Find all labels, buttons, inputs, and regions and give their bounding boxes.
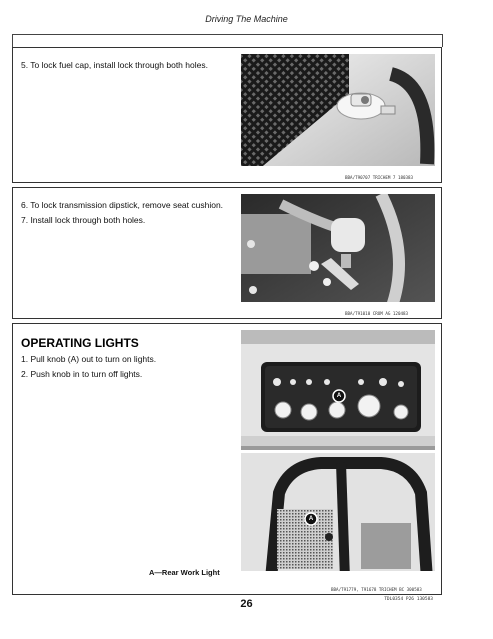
running-header: Driving The Machine (205, 14, 288, 24)
figure-code: BBA/T90707 TRICHEM 7 180383 (345, 175, 414, 180)
figure-code: BBA/T91010 CROM AG 120483 (345, 311, 409, 316)
step-2: 2. Push knob in to turn off lights. (21, 369, 143, 379)
header-rule (12, 34, 443, 35)
rear-work-light-photo (241, 453, 435, 579)
section-fuel-cap (12, 47, 442, 183)
section-dipstick (12, 187, 442, 319)
frame-left-edge (12, 34, 13, 47)
step-1: 1. Pull knob (A) out to turn on lights. (21, 354, 157, 364)
section-operating-lights (12, 323, 442, 595)
step-7: 7. Install lock through both holes. (21, 215, 146, 225)
step-5: 5. To lock fuel cap, install lock through both holes. (21, 60, 208, 70)
fuel-cap-photo (241, 54, 435, 173)
step-6: 6. To lock transmission dipstick, remove seat cushion. (21, 200, 224, 210)
section-heading: OPERATING LIGHTS (21, 336, 139, 350)
document-code: TDL0354 P26 130583 (384, 597, 433, 602)
instrument-panel-photo (241, 330, 435, 450)
frame-right-edge (442, 34, 443, 47)
callout-a-top: A (336, 393, 342, 399)
callout-a-bottom: A (308, 516, 314, 522)
page-number: 26 (240, 598, 253, 610)
dipstick-photo (241, 194, 435, 309)
figure-code: BBA/T91779, T91678 TRICHEM BC 300583 (331, 587, 422, 592)
figure-legend: A—Rear Work Light (149, 568, 220, 577)
